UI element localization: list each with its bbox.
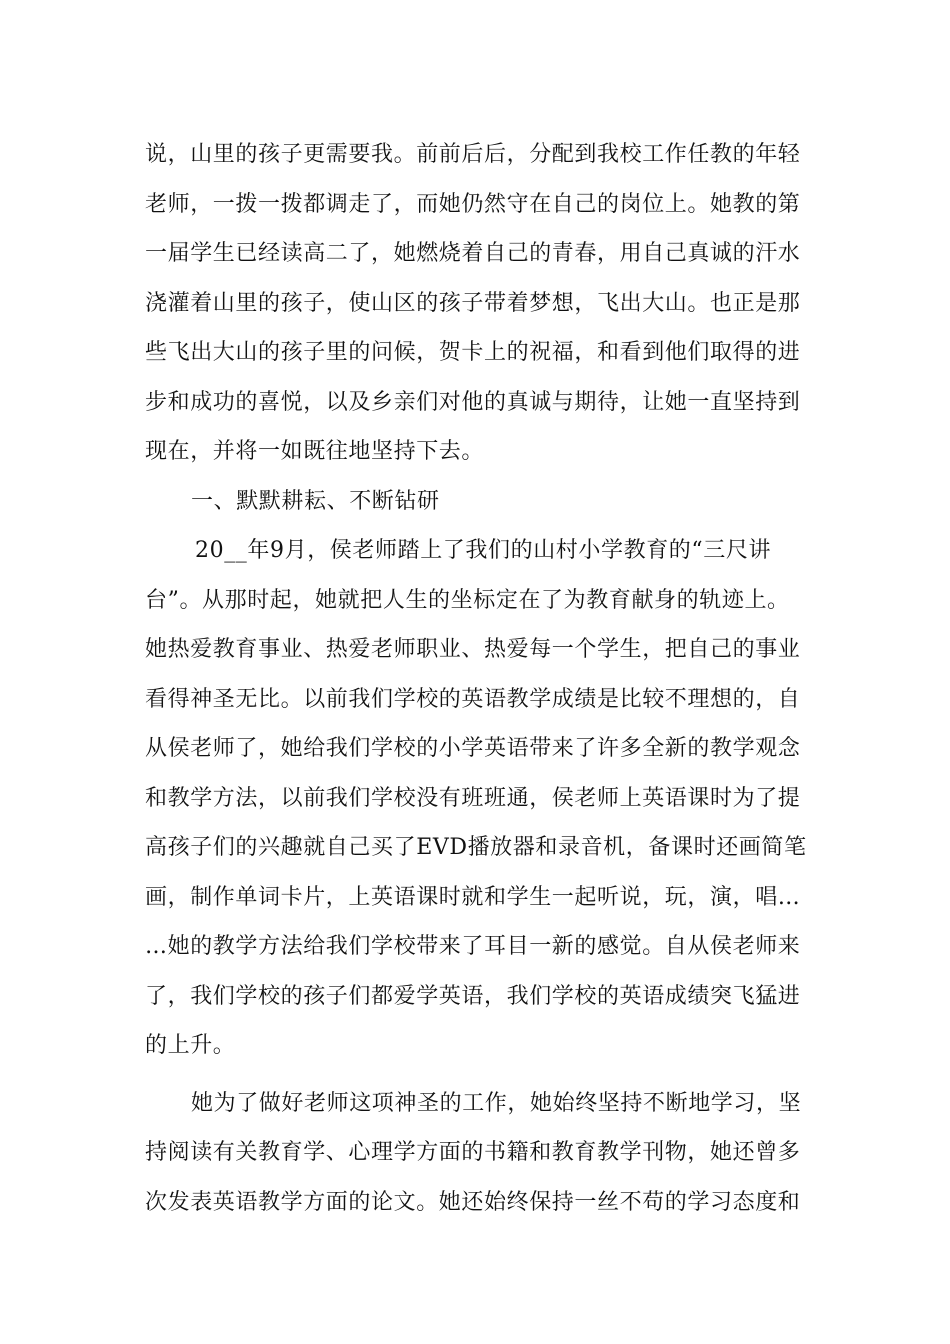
paragraph-line: 她热爱教育事业、热爱老师职业、热爱每一个学生，把自己的事业 bbox=[145, 637, 801, 662]
paragraph-line: 步和成功的喜悦，以及乡亲们对他的真诚与期待，让她一直坚持到 bbox=[145, 389, 801, 415]
paragraph-line: 画，制作单词卡片，上英语课时就和学生一起听说，玩，演，唱… bbox=[145, 884, 801, 910]
paragraph-line: 看得神圣无比。以前我们学校的英语教学成绩是比较不理想的，自 bbox=[145, 686, 801, 712]
document-body bbox=[145, 130, 810, 1227]
paragraph-line: 台”。从那时起，她就把人生的坐标定在了为教育献身的轨迹上。 bbox=[145, 587, 790, 613]
paragraph-line: 她为了做好老师这项神圣的工作，她始终坚持不断地学习，坚 bbox=[191, 1090, 802, 1116]
section-heading: 一、默默耕耘、不断钻研 bbox=[191, 488, 440, 514]
paragraph-line: 现在，并将一如既往地坚持下去。 bbox=[145, 439, 485, 464]
paragraph-1 bbox=[145, 130, 810, 477]
paragraph-line: 了，我们学校的孩子们都爱学英语，我们学校的英语成绩突飞猛进 bbox=[145, 983, 801, 1009]
paragraph-line: 从侯老师了，她给我们学校的小学英语带来了许多全新的教学观念 bbox=[145, 736, 801, 761]
paragraph-line: 浇灌着山里的孩子，使山区的孩子带着梦想，飞出大山。也正是那 bbox=[145, 290, 801, 316]
paragraph-line: 和教学方法，以前我们学校没有班班通，侯老师上英语课时为了提 bbox=[145, 785, 801, 811]
paragraph-3 bbox=[145, 1079, 810, 1228]
paragraph-line: …她的教学方法给我们学校带来了耳目一新的感觉。自从侯老师来 bbox=[145, 934, 801, 959]
paragraph-gap bbox=[145, 1071, 810, 1079]
paragraph-line: 一届学生已经读高二了，她燃烧着自己的青春，用自己真诚的汗水 bbox=[145, 241, 801, 266]
paragraph-line: 次发表英语教学方面的论文。她还始终保持一丝不苟的学习态度和 bbox=[145, 1189, 801, 1215]
paragraph-line: 说，山里的孩子更需要我。前前后后，分配到我校工作任教的年轻 bbox=[145, 142, 801, 167]
paragraph-line: 老师，一拨一拨都调走了，而她仍然守在自己的岗位上。她教的第 bbox=[145, 191, 801, 217]
paragraph-2 bbox=[145, 526, 810, 1071]
paragraph-line: 高孩子们的兴趣就自己买了EVD播放器和录音机，备课时还画简笔 bbox=[145, 835, 807, 860]
paragraph-line: 的上升。 bbox=[145, 1033, 236, 1058]
paragraph-line: 20__年9月，侯老师踏上了我们的山村小学教育的“三尺讲 bbox=[195, 538, 772, 563]
paragraph-line: 些飞出大山的孩子里的问候，贺卡上的祝福，和看到他们取得的进 bbox=[145, 340, 801, 365]
paragraph-line: 持阅读有关教育学、心理学方面的书籍和教育教学刊物，她还曾多 bbox=[145, 1140, 801, 1165]
